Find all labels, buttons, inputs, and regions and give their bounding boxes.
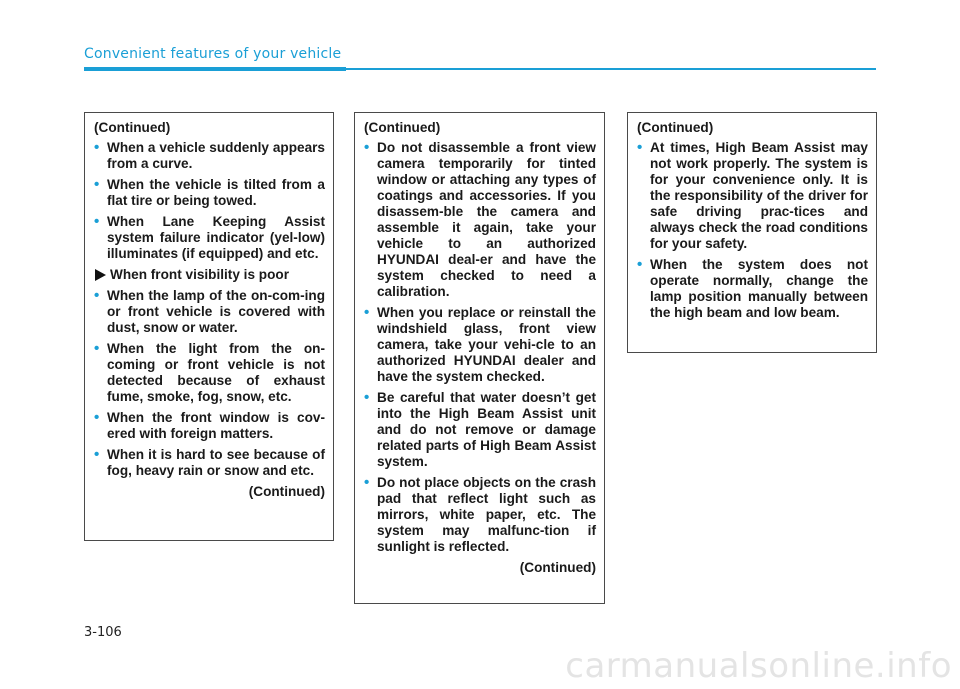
list-item-text: When the vehicle is tilted from a flat tire or being towed. — [107, 177, 325, 208]
bullet-icon: • — [94, 213, 100, 230]
bullet-icon: • — [94, 340, 100, 357]
subheading-text: When front visibility is poor — [110, 267, 289, 282]
section-title: Convenient features of your vehicle — [84, 46, 342, 62]
list-item-text: When the light from the on-coming or front vehicle is not detected because of exhaust fume, smoke, fog, snow, etc. — [107, 341, 325, 404]
list-item — [364, 475, 596, 555]
list-item — [94, 447, 325, 479]
text-column-2 — [354, 112, 605, 604]
list-item — [94, 341, 325, 405]
bullet-icon: • — [364, 389, 370, 406]
list-item-text: When the system does not operate normally, change the lamp position manually between the high beam and low beam. — [650, 257, 868, 320]
list-item — [94, 214, 325, 262]
bullet-icon: • — [94, 139, 100, 156]
bullet-icon: • — [637, 256, 643, 273]
continued-label: (Continued) — [637, 120, 714, 135]
list-item-text: Be careful that water doesn’t get into the High Beam Assist unit and do not remove or damage related parts of High Beam Assist system. — [377, 390, 596, 469]
bullet-icon: • — [94, 446, 100, 463]
bullet-icon: • — [364, 474, 370, 491]
page-number: 3-106 — [84, 625, 122, 640]
bullet-icon: • — [94, 287, 100, 304]
bullet-icon: • — [94, 176, 100, 193]
text-column-1 — [84, 112, 334, 541]
arrow-right-icon — [95, 269, 106, 281]
continued-label: (Continued) — [94, 120, 171, 135]
text-column-3 — [627, 112, 877, 353]
list-item — [364, 305, 596, 385]
header-rule-thick — [84, 67, 346, 71]
list-item-text: When you replace or reinstall the windshield glass, front view camera, take your vehi-cle to an authorized HYUNDAI dealer and have the system checked. — [377, 305, 596, 384]
list-item-text: At times, High Beam Assist may not work properly. The system is for your convenience only. It is the responsibility of the driver for safe driving prac-tices and always check the road conditions for your safety. — [650, 140, 868, 251]
continued-label: (Continued) — [248, 484, 325, 499]
watermark: carmanualsonline.info — [565, 646, 952, 686]
list-item — [637, 257, 868, 321]
list-item-text: When the front window is cov-ered with foreign matters. — [107, 410, 325, 441]
list-item — [364, 140, 596, 300]
list-item-text: When a vehicle suddenly appears from a curve. — [107, 140, 325, 171]
header-rule-thin — [346, 68, 876, 70]
list-item — [94, 140, 325, 172]
list-item — [94, 177, 325, 209]
list-item-text: When the lamp of the on-com-ing or front vehicle is covered with dust, snow or water. — [107, 288, 325, 335]
list-item-text: Do not disassemble a front view camera temporarily for tinted window or attaching any types of coatings and accessories. If you disassem-ble the camera and assemble it again, take your vehicle to an authorized HYUNDAI deal-er and have the system checked to need a calibration. — [377, 140, 596, 299]
bullet-icon: • — [94, 409, 100, 426]
continued-label: (Continued) — [364, 120, 441, 135]
bullet-icon: • — [637, 139, 643, 156]
list-item — [364, 390, 596, 470]
list-item-text: When it is hard to see because of fog, heavy rain or snow and etc. — [107, 447, 325, 478]
bullet-icon: • — [364, 139, 370, 156]
list-item — [94, 288, 325, 336]
bullet-icon: • — [364, 304, 370, 321]
subheading — [94, 267, 325, 283]
list-item — [94, 410, 325, 442]
continued-label: (Continued) — [519, 560, 596, 575]
list-item-text: When Lane Keeping Assist system failure indicator (yel-low) illuminates (if equipped) and etc. — [107, 214, 325, 261]
list-item-text: Do not place objects on the crash pad that reflect light such as mirrors, white paper, etc. The system may malfunc-tion if sunlight is reflected. — [377, 475, 596, 554]
list-item — [637, 140, 868, 252]
